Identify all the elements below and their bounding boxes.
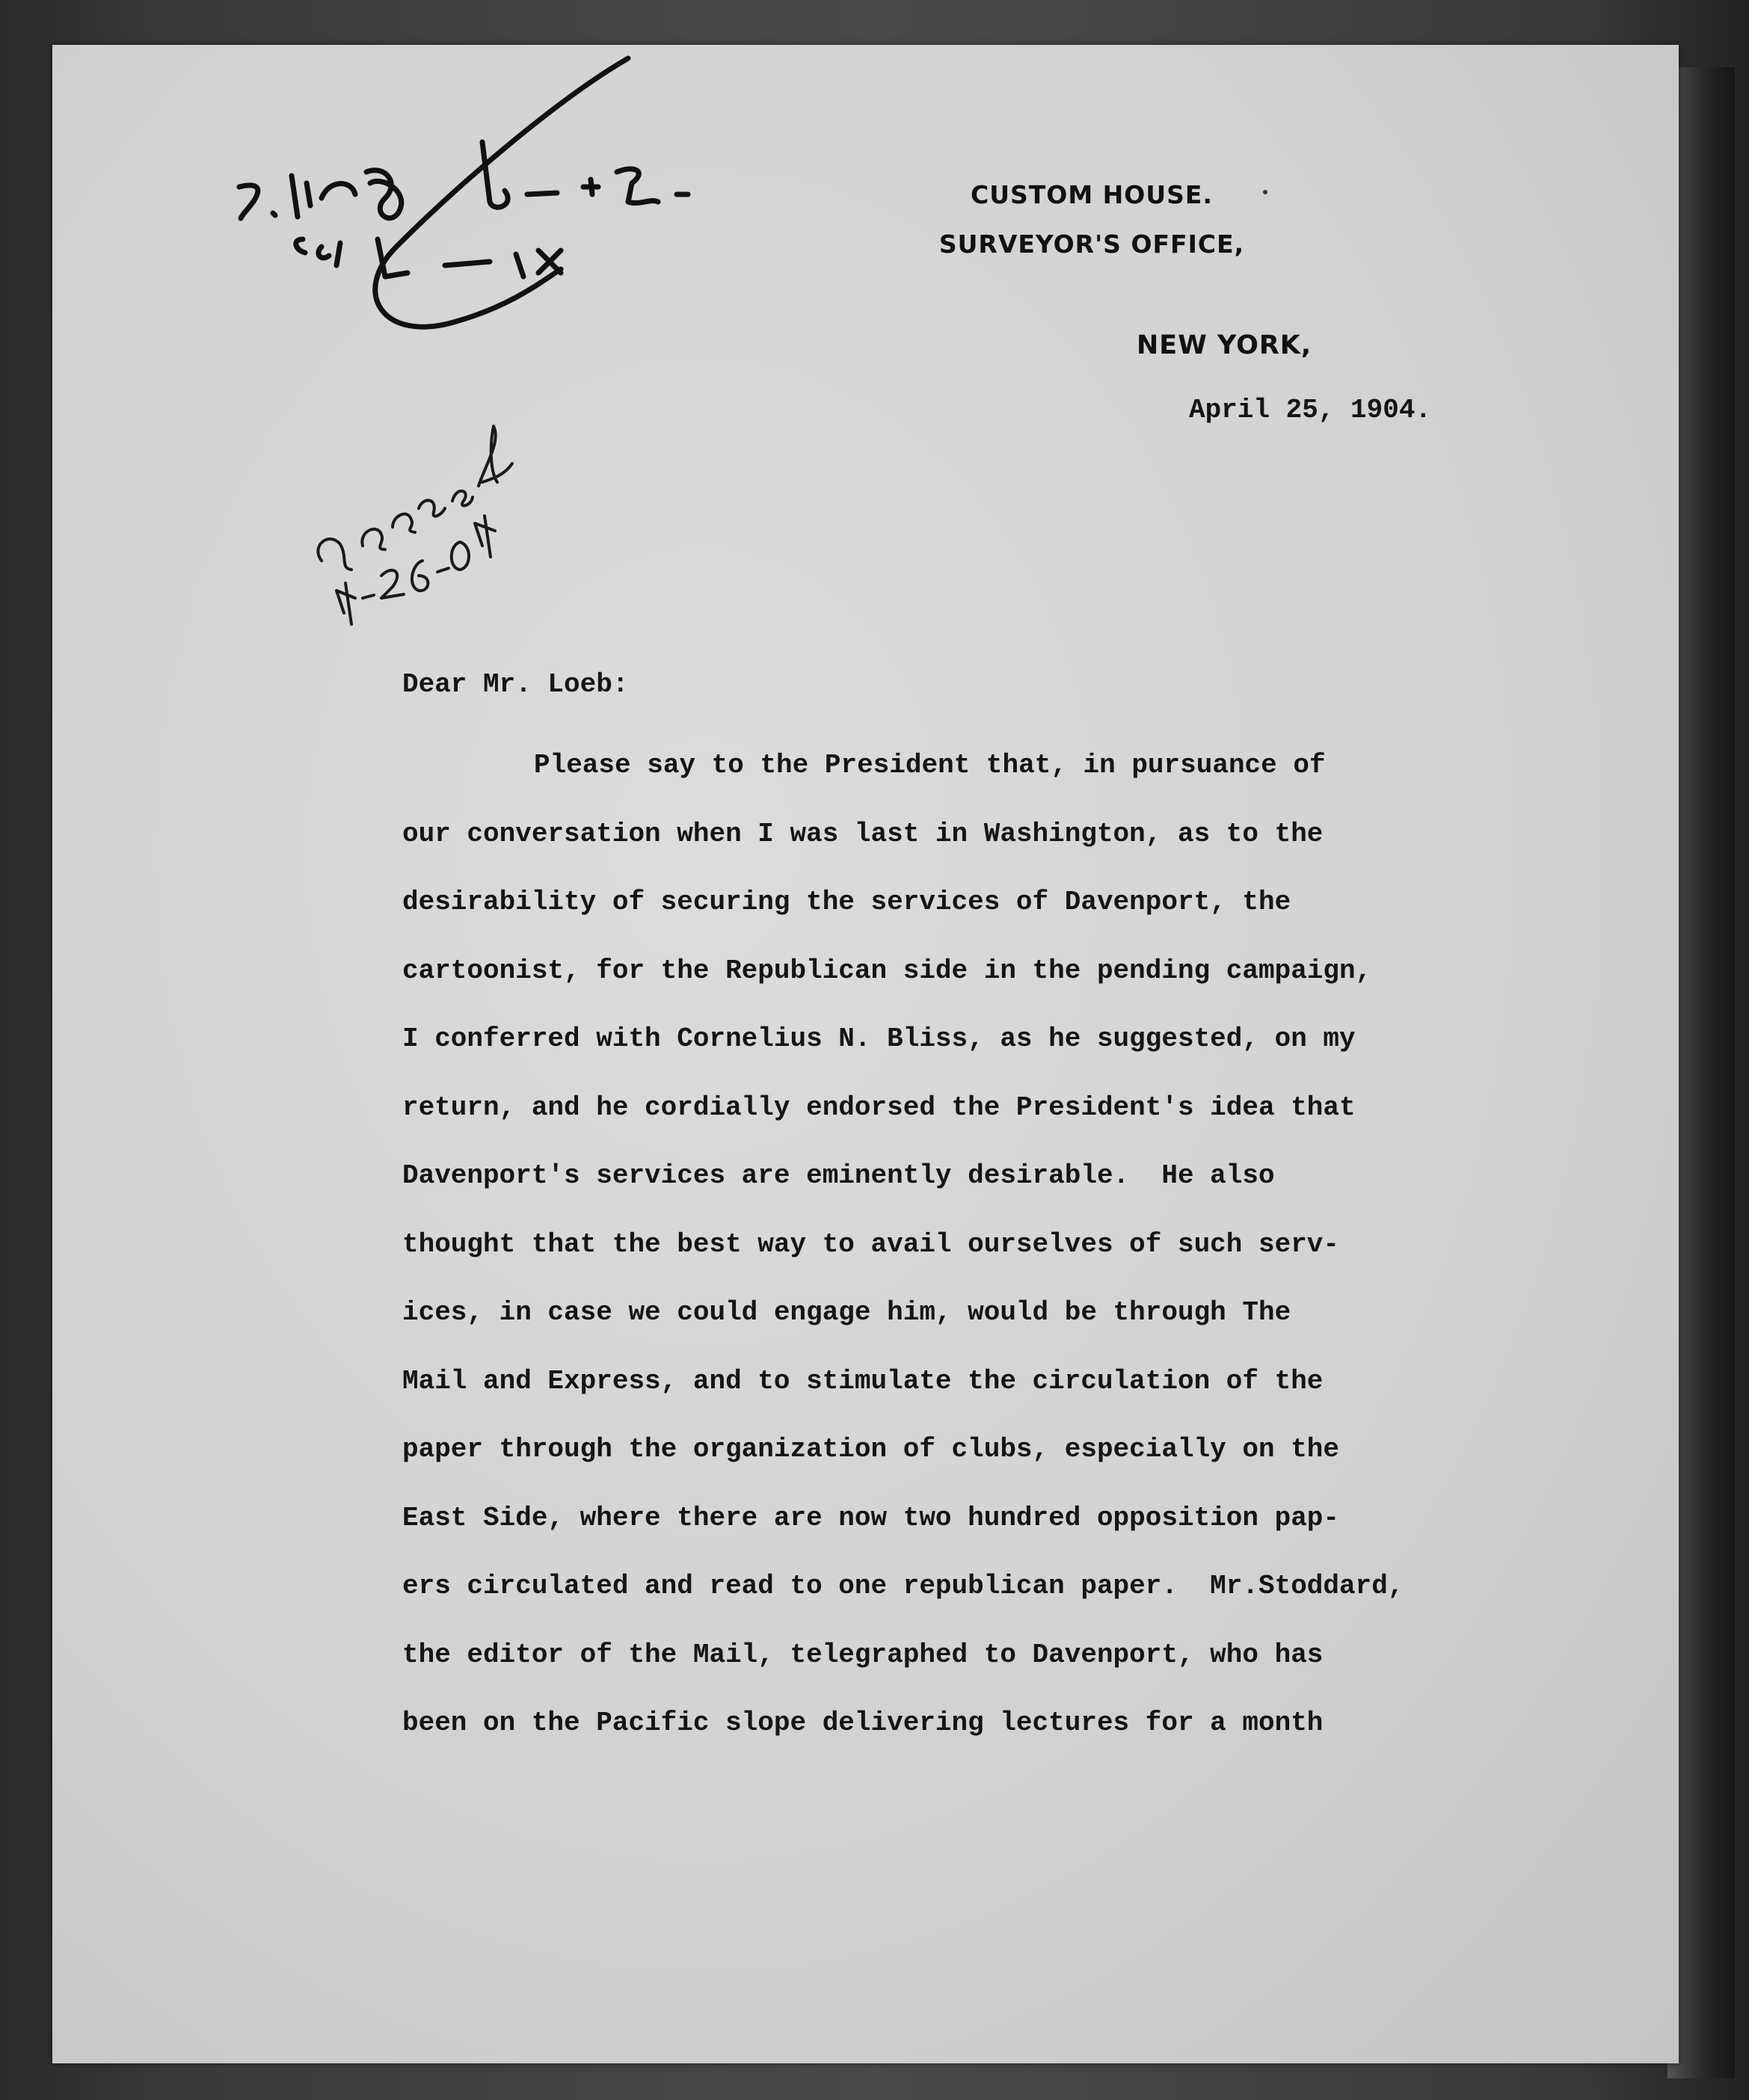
body-line: ers circulated and read to one republican paper. Mr.Stoddard,	[402, 1571, 1404, 1601]
letter-city: NEW YORK,	[1137, 330, 1312, 360]
body-line: thought that the best way to avail ourselves of such serv-	[402, 1228, 1340, 1260]
body-line: paper through the organization of clubs, especially on the	[402, 1434, 1340, 1465]
letter-body	[402, 731, 1644, 1758]
body-line: the editor of the Mail, telegraphed to Davenport, who has	[402, 1639, 1324, 1670]
body-line: Davenport's services are eminently desirable. He also	[402, 1160, 1275, 1191]
body-line: Mail and Express, and to stimulate the circulation of the	[402, 1365, 1324, 1397]
body-line: East Side, where there are now two hundred opposition pap-	[402, 1502, 1340, 1533]
body-line: been on the Pacific slope delivering lectures for a month	[402, 1708, 1324, 1738]
letterhead-line-1: CUSTOM HOUSE.	[971, 180, 1213, 209]
body-line: our conversation when I was last in Washington, as to the	[402, 818, 1324, 849]
body-line: return, and he cordially endorsed the President's idea that	[402, 1091, 1356, 1123]
salutation: Dear Mr. Loeb:	[402, 669, 629, 700]
body-line: ices, in case we could engage him, would be through The	[402, 1297, 1291, 1328]
body-line: cartoonist, for the Republican side in the pending campaign,	[402, 955, 1372, 986]
body-line: desirability of securing the services of Davenport, the	[402, 887, 1291, 917]
handwritten-answered-note	[299, 374, 538, 643]
handwritten-file-notation	[209, 52, 867, 366]
body-line: Please say to the President that, in pursuance of	[534, 750, 1326, 780]
letterhead-line-2: SURVEYOR'S OFFICE,	[938, 230, 1245, 259]
letter-date: April 25, 1904.	[1189, 395, 1432, 425]
letterhead	[882, 170, 1301, 269]
body-line: I conferred with Cornelius N. Bliss, as he suggested, on my	[402, 1023, 1356, 1054]
